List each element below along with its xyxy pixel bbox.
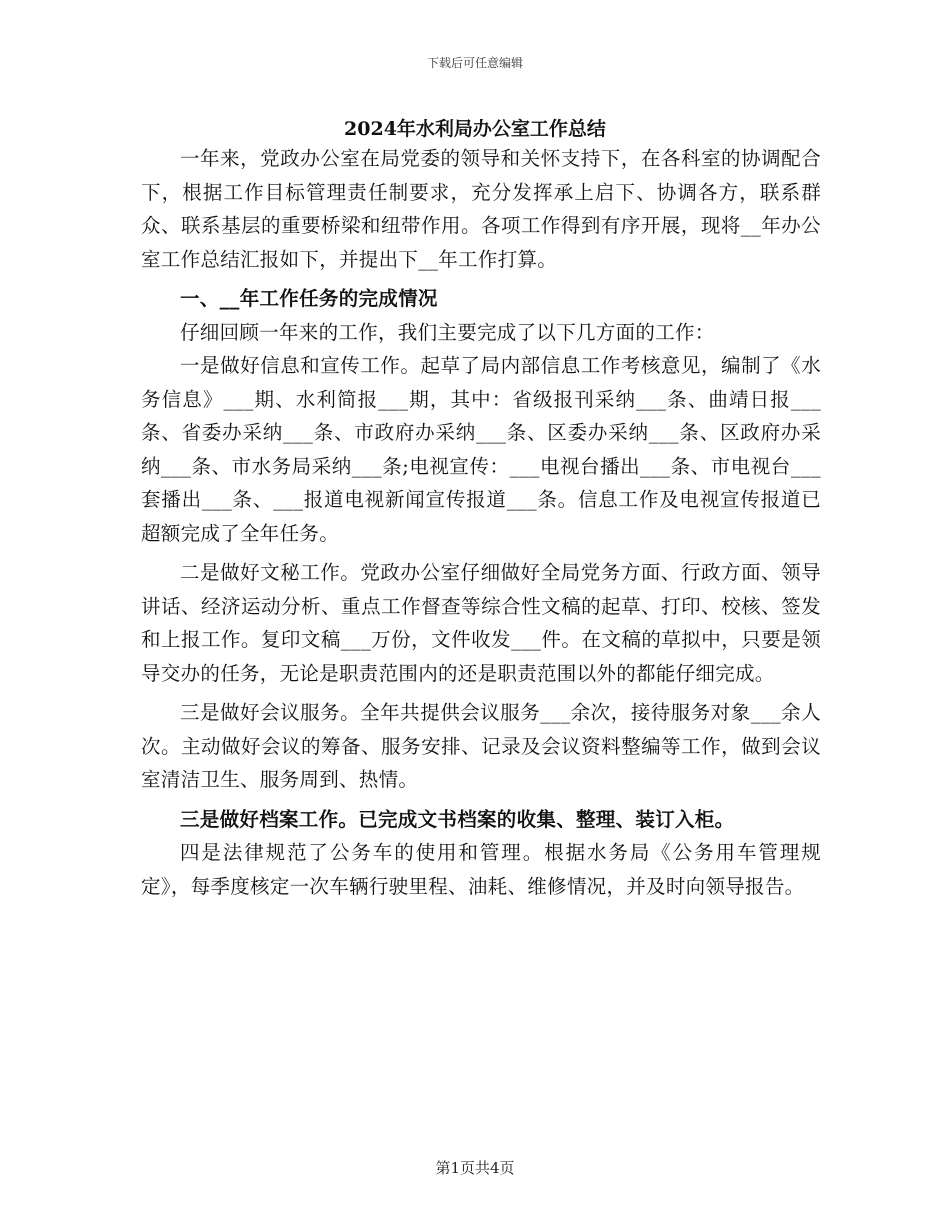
- page-number: 第1页共4页: [435, 1159, 515, 1177]
- paragraph-meetings: 三是做好会议服务。全年共提供会议服务___余次，接待服务对象___余人次。主动做好会议的筹备、服务安排、记录及会议资料整编等工作，做到会议室清洁卫生、服务周到、热情。: [141, 701, 821, 791]
- document-title: 2024年水利局办公室工作总结: [344, 118, 606, 140]
- paragraph-intro: 一年来，党政办公室在局党委的领导和关怀支持下，在各科室的协调配合下，根据工作目标管理责任制要求，充分发挥承上启下、协调各方，联系群众、联系基层的重要桥梁和纽带作用。各项工作得到有序开展，现将__年办公室工作总结汇报如下，并提出下__年工作打算。: [141, 147, 821, 271]
- document-body: [141, 142, 821, 903]
- paragraph-overview: 仔细回顾一年来的工作，我们主要完成了以下几方面的工作：: [180, 320, 715, 344]
- section-heading: 一、__年工作任务的完成情况: [180, 287, 438, 310]
- paragraph-information: 一是做好信息和宣传工作。起草了局内部信息工作考核意见，编制了《水务信息》___期、水利简报___期，其中：省级报刊采纳___条、曲靖日报___条、省委办采纳___条、市政府办采纳___条、区委办采纳___条、区政府办采纳___条、市水务局采纳___条;电视宣传：___电视台播出___条、市电视台___套播出___条、___报道电视新闻宣传报道___条。信息工作及电视宣传报道已超额完成了全年任务。: [141, 354, 821, 545]
- paragraph-vehicles: 四是法律规范了公务车的使用和管理。根据水务局《公务用车管理规定》，每季度核定一次车辆行驶里程、油耗、维修情况，并及时向领导报告。: [141, 841, 821, 898]
- paragraph-secretarial: 二是做好文秘工作。党政办公室仔细做好全局党务方面、行政方面、领导讲话、经济运动分析、重点工作督查等综合性文稿的起草、打印、校核、签发和上报工作。复印文稿___万份，文件收发___件。在文稿的草拟中，只要是领导交办的任务，无论是职责范围内的还是职责范围以外的都能仔细完成。: [141, 561, 821, 685]
- paragraph-archives: 三是做好档案工作。已完成文书档案的收集、整理、装订入柜。: [180, 807, 735, 831]
- page-header-note: 下载后可任意编辑: [426, 56, 523, 70]
